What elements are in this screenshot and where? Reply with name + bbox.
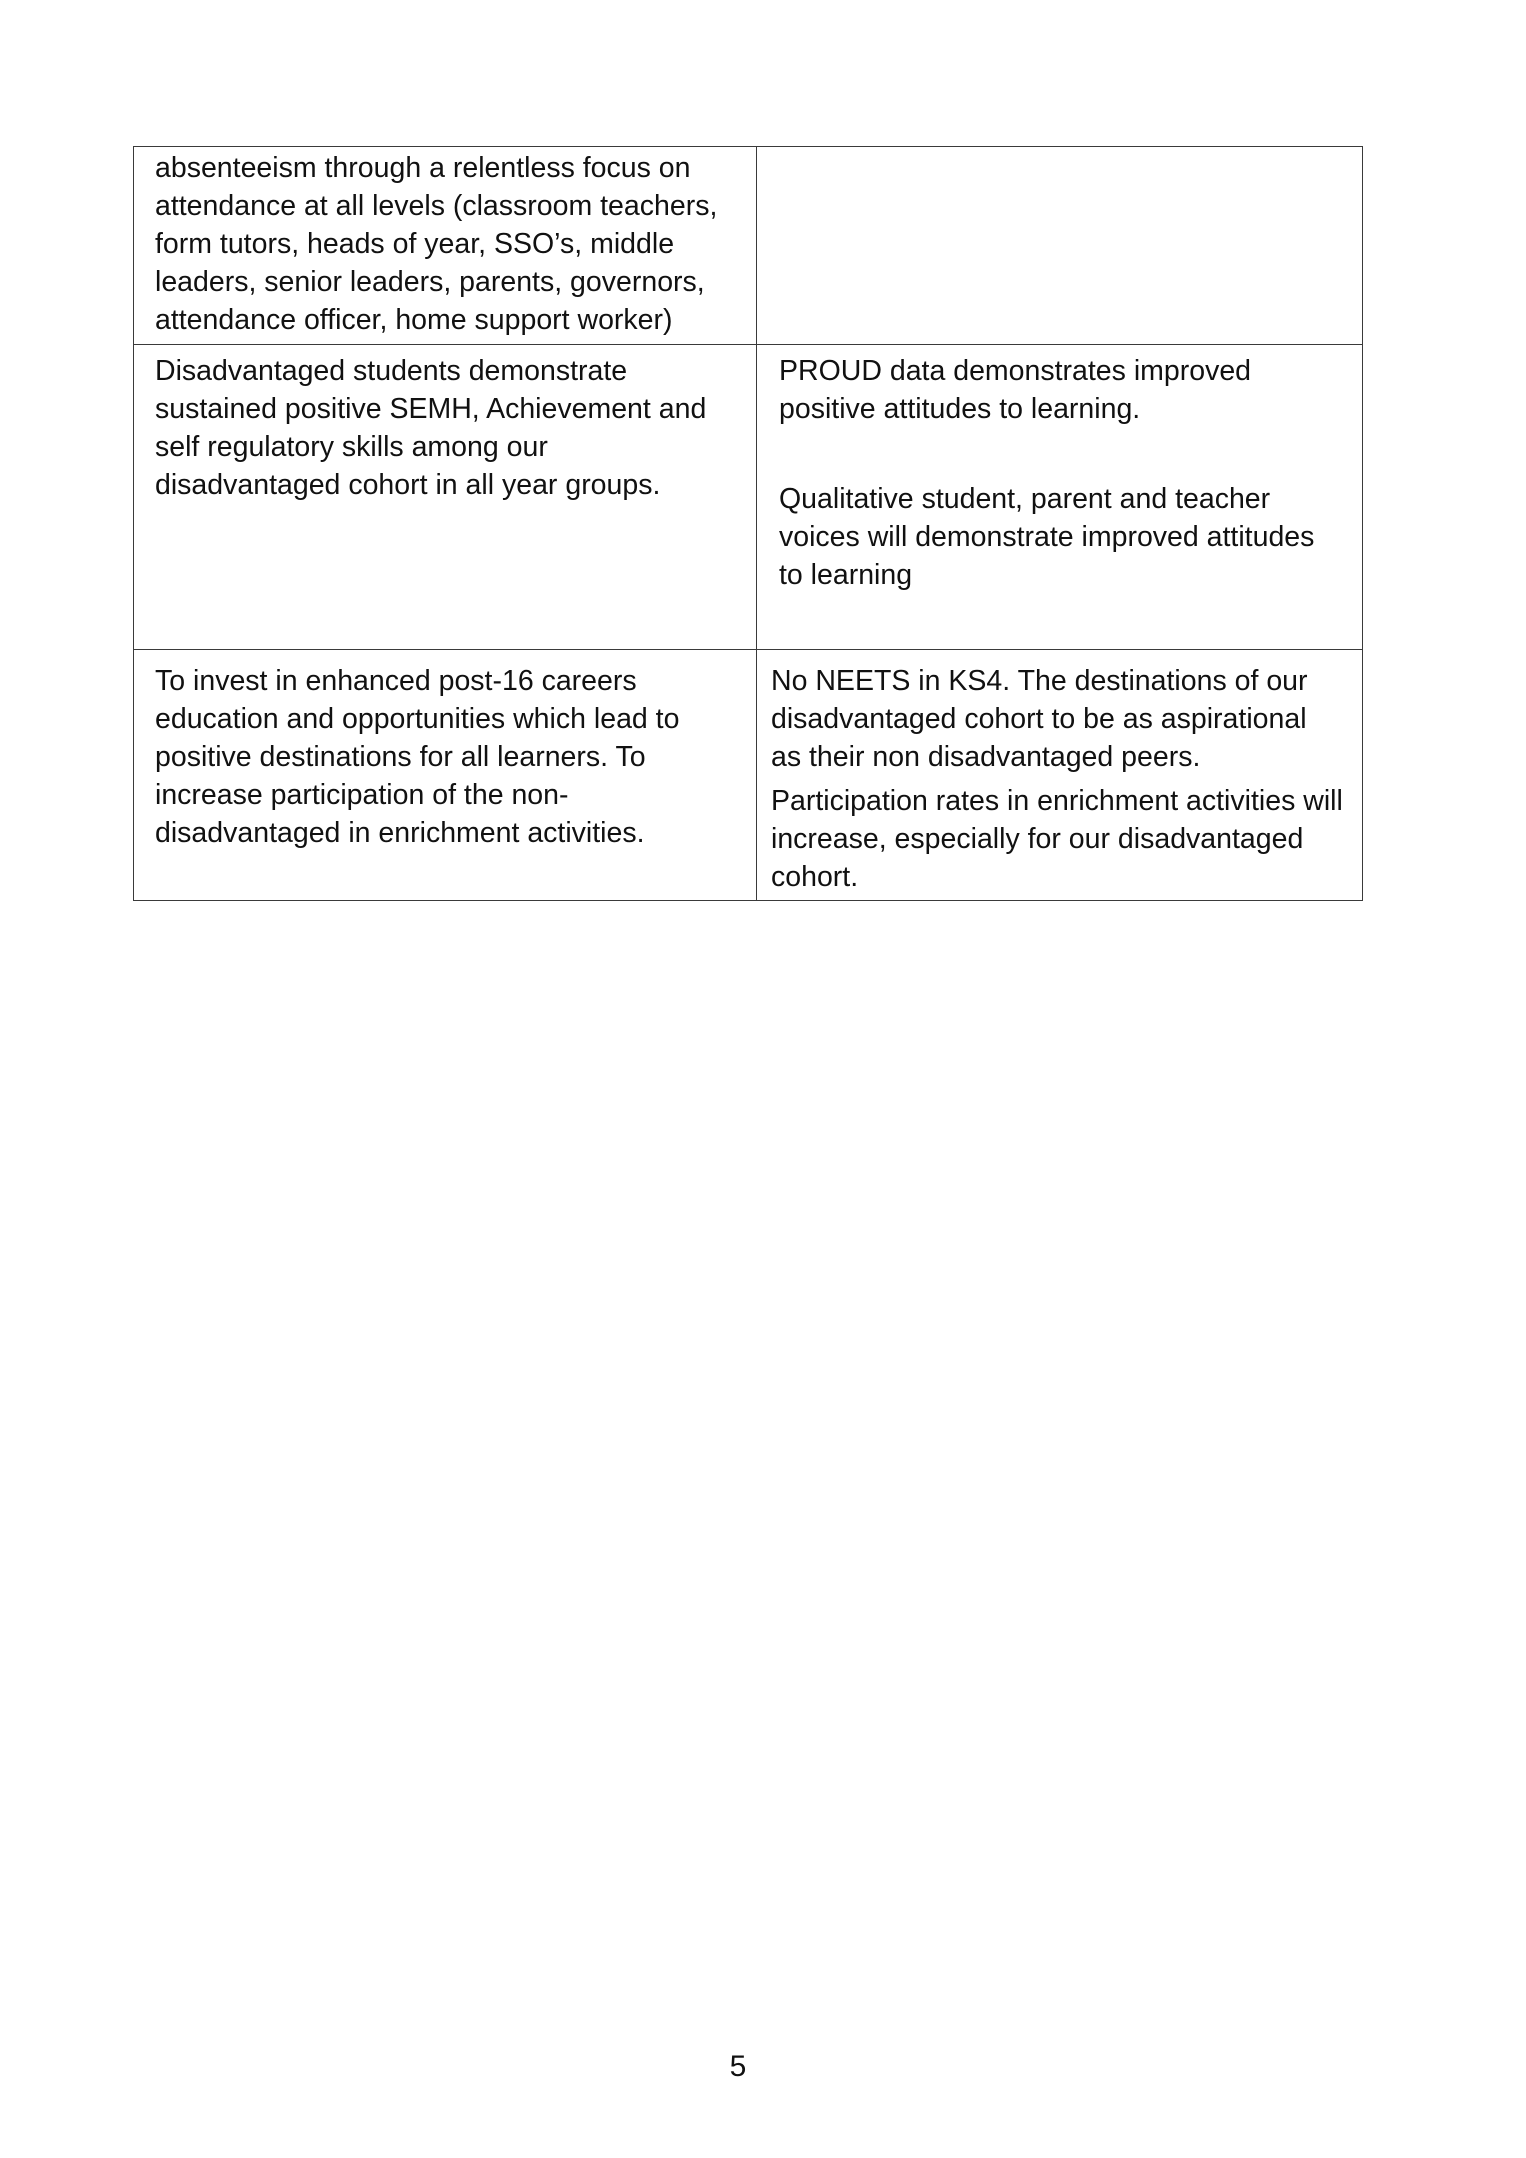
cell-text: Participation rates in enrichment activities will increase, especially for our disadvantaged cohort. <box>771 785 1343 893</box>
cell-text: PROUD data demonstrates improved positive attitudes to learning. <box>779 355 1252 425</box>
cell-text: To invest in enhanced post-16 careers education and opportunities which lead to positive destinations for all learners. To increase participation of the non-disadvantaged in enrichment activities. <box>155 665 680 849</box>
table-cell-outcome <box>134 147 757 345</box>
cell-text: Disadvantaged students demonstrate sustained positive SEMH, Achievement and self regulatory skills among our disadvantaged cohort in all year groups. <box>155 355 707 501</box>
table-row <box>134 650 1363 901</box>
table-cell-outcome <box>134 650 757 901</box>
table-cell-criteria <box>757 147 1363 345</box>
cell-text: Qualitative student, parent and teacher voices will demonstrate improved attitudes to learning <box>779 483 1315 591</box>
table-cell-criteria <box>757 650 1363 901</box>
page-number: 5 <box>729 2050 747 2083</box>
table-cell-outcome <box>134 345 757 650</box>
cell-text: absenteeism through a relentless focus on attendance at all levels (classroom teachers, form tutors, heads of year, SSO’s, middle leaders, senior leaders, parents, governors, attendance officer, home support worker) <box>155 152 718 336</box>
cell-text: No NEETS in KS4. The destinations of our disadvantaged cohort to be as aspirational as their non disadvantaged peers. <box>771 665 1308 773</box>
table-cell-criteria <box>757 345 1363 650</box>
table-row <box>134 345 1363 650</box>
table-row <box>134 147 1363 345</box>
outcomes-table <box>133 146 1363 901</box>
